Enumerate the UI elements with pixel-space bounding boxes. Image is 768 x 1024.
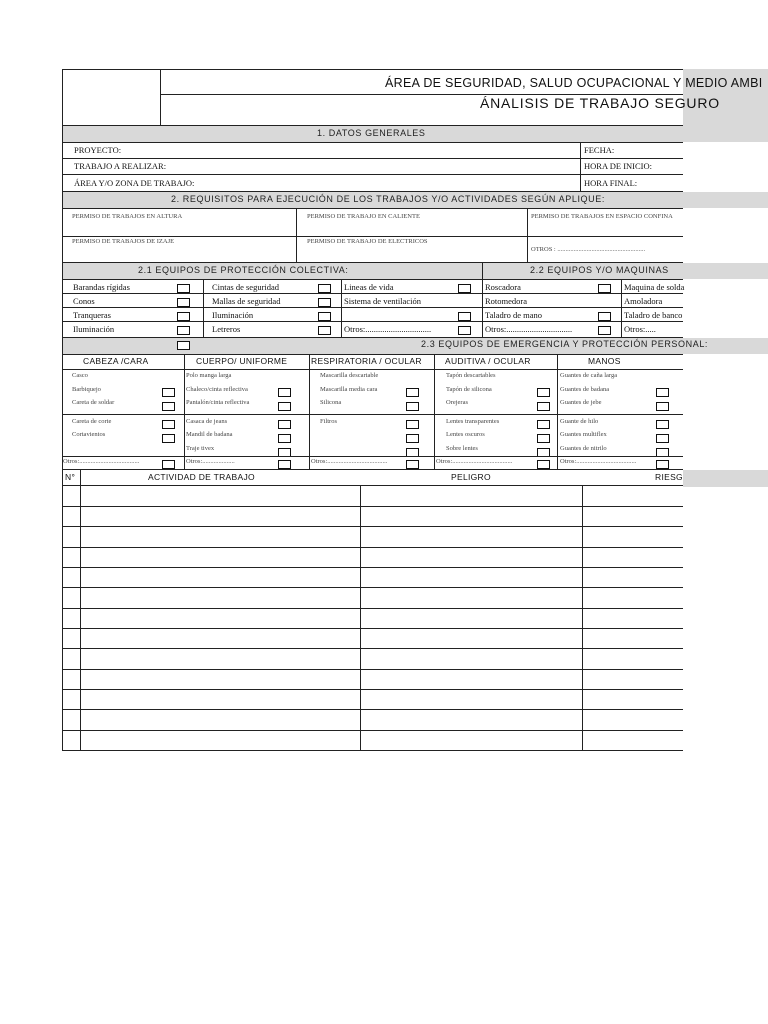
ppe-item: Traje tivex xyxy=(186,445,215,452)
ppe-otros: Otros:..................................... xyxy=(63,458,140,465)
checkbox[interactable] xyxy=(278,460,291,469)
checkbox[interactable] xyxy=(598,284,611,293)
ppe-item: Guantes multiflex xyxy=(560,431,607,438)
ppe-item: Barbiquejo xyxy=(72,386,101,393)
ppe-item: Pantalón/cinta reflectiva xyxy=(186,399,250,406)
section-band xyxy=(683,470,768,487)
ppe-item: Tapón de silicona xyxy=(446,386,492,393)
checkbox[interactable] xyxy=(177,298,190,307)
checkbox[interactable] xyxy=(537,388,550,397)
column-divider xyxy=(434,354,435,469)
column-header-actividad: ACTIVIDAD DE TRABAJO xyxy=(148,472,255,482)
document-title: ÁNALISIS DE TRABAJO SEGURO xyxy=(480,95,720,111)
ppe-item: Sobre lentes xyxy=(446,445,478,452)
table-row xyxy=(62,547,683,548)
checkbox[interactable] xyxy=(406,460,419,469)
ppe-item: Orejeras xyxy=(446,399,469,406)
permiso-altura: PERMISO DE TRABAJOS EN ALTURA xyxy=(72,213,183,220)
column-divider xyxy=(557,354,558,469)
ppe-otros: Otros:.................... xyxy=(186,458,235,465)
table-row xyxy=(62,669,683,670)
table-row xyxy=(62,709,683,710)
colectiva-item: Mallas de seguridad xyxy=(212,296,281,306)
ppe-item: Polo manga larga xyxy=(186,372,232,379)
column-divider xyxy=(621,279,622,337)
maquina-item: Amoladora xyxy=(624,296,663,306)
table-row xyxy=(62,587,683,588)
trabajo-label: TRABAJO A REALIZAR: xyxy=(74,161,167,171)
column-divider xyxy=(360,485,361,750)
ppe-item: Filtros xyxy=(320,418,337,425)
ppe-item: Mascarilla descartable xyxy=(320,372,379,379)
rule xyxy=(62,236,683,237)
maquina-item: Maquina de solda xyxy=(624,282,685,292)
checkbox[interactable] xyxy=(318,326,331,335)
column-divider xyxy=(80,469,81,750)
column-divider xyxy=(580,142,581,192)
ppe-item: Silicona xyxy=(320,399,342,406)
ppe-item: Lentes transparentes xyxy=(446,418,500,425)
rule xyxy=(62,208,683,209)
section-personal-title: 2.3 EQUIPOS DE EMERGENCIA Y PROTECCIÓN PERSONAL: xyxy=(421,339,709,349)
header-auditiva: AUDITIVA / OCULAR xyxy=(445,356,531,366)
rule xyxy=(62,469,683,470)
table-row xyxy=(62,526,683,527)
checkbox[interactable] xyxy=(318,284,331,293)
checkbox[interactable] xyxy=(656,388,669,397)
table-row xyxy=(62,628,683,629)
checkbox[interactable] xyxy=(177,284,190,293)
column-header-riesgo: RIESG xyxy=(655,472,683,482)
rule xyxy=(62,414,683,415)
permiso-izaje: PERMISO DE TRABAJOS DE IZAJE xyxy=(72,238,175,245)
column-header-peligro: PELIGRO xyxy=(451,472,491,482)
colectiva-item: Iluminación xyxy=(212,310,254,320)
checkbox[interactable] xyxy=(162,460,175,469)
section-colectiva-title: 2.1 EQUIPOS DE PROTECCIÓN COLECTIVA: xyxy=(138,265,349,275)
rule xyxy=(62,142,683,143)
table-row xyxy=(62,648,683,649)
column-header-n: N° xyxy=(65,472,76,482)
permiso-otros: OTROS : ...................................................... xyxy=(531,246,646,253)
hora-final-label: HORA FINAL: xyxy=(584,178,638,188)
ppe-otros: Otros:..................................... xyxy=(311,458,388,465)
header-cabeza: CABEZA /CARA xyxy=(83,356,149,366)
colectiva-item: Iluminación xyxy=(73,324,115,334)
hora-inicio-label: HORA DE INICIO: xyxy=(584,161,652,171)
checkbox[interactable] xyxy=(177,312,190,321)
ppe-item: Guantes de jebe xyxy=(560,399,602,406)
colectiva-item: Lineas de vida xyxy=(344,282,394,292)
section-requisitos-title: 2. REQUISITOS PARA EJECUCIÓN DE LOS TRABAJOS Y/O ACTIVIDADES SEGÚN APLIQUE: xyxy=(171,194,605,204)
column-divider xyxy=(184,354,185,469)
column-divider xyxy=(296,208,297,262)
ppe-item: Tapón descartables xyxy=(446,372,496,379)
rule xyxy=(62,485,683,486)
colectiva-item: Sistema de ventilación xyxy=(344,296,421,306)
ppe-item: Guante de hilo xyxy=(560,418,599,425)
ppe-otros: Otros:..................................... xyxy=(560,458,637,465)
checkbox[interactable] xyxy=(406,402,419,411)
rule xyxy=(62,321,683,322)
checkbox[interactable] xyxy=(318,312,331,321)
checkbox[interactable] xyxy=(537,420,550,429)
table-row xyxy=(62,689,683,690)
table-row xyxy=(62,750,683,751)
ppe-item: Guantes de caña larga xyxy=(560,372,618,379)
checkbox[interactable] xyxy=(458,326,471,335)
colectiva-item: Tranqueras xyxy=(73,310,111,320)
maquina-item: Taladro de mano xyxy=(485,310,542,320)
ppe-item: Careta de corte xyxy=(72,418,112,425)
ppe-otros: Otros:..................................... xyxy=(436,458,513,465)
checkbox[interactable] xyxy=(162,388,175,397)
section-maquinas-title: 2.2 EQUIPOS Y/O MAQUINAS xyxy=(530,265,669,275)
table-row xyxy=(62,608,683,609)
ppe-item: Lentes oscuros xyxy=(446,431,485,438)
checkbox[interactable] xyxy=(537,402,550,411)
rule xyxy=(62,69,683,70)
ppe-item: Chaleco/cinta reflectiva xyxy=(186,386,248,393)
rule xyxy=(62,174,683,175)
checkbox[interactable] xyxy=(458,312,471,321)
permiso-caliente: PERMISO DE TRABAJO EN CALIENTE xyxy=(307,213,420,220)
colectiva-item: Conos xyxy=(73,296,95,306)
ppe-item: Mandil de badana xyxy=(186,431,233,438)
maquina-item: Rotomedora xyxy=(485,296,528,306)
section-datos-generales-title: 1. DATOS GENERALES xyxy=(317,128,426,138)
column-divider xyxy=(309,354,310,469)
maquina-otros: Otros:..... xyxy=(624,324,656,334)
checkbox[interactable] xyxy=(406,434,419,443)
checkbox[interactable] xyxy=(598,312,611,321)
checkbox[interactable] xyxy=(278,420,291,429)
checkbox[interactable] xyxy=(656,460,669,469)
permiso-espacio-confinado: PERMISO DE TRABAJOS EN ESPACIO CONFINA xyxy=(531,213,673,220)
column-divider xyxy=(527,208,528,262)
ppe-item: Casco xyxy=(72,372,88,379)
checkbox[interactable] xyxy=(278,434,291,443)
colectiva-item: Cintas de seguridad xyxy=(212,282,280,292)
proyecto-label: PROYECTO: xyxy=(74,145,122,155)
checkbox[interactable] xyxy=(162,434,175,443)
ppe-item: Mascarilla media cara xyxy=(320,386,378,393)
rule xyxy=(62,354,683,355)
ppe-item: Guantes de nitrilo xyxy=(560,445,607,452)
checkbox[interactable] xyxy=(406,420,419,429)
maquina-otros: Otros:............................... xyxy=(485,324,573,334)
checkbox[interactable] xyxy=(177,341,190,350)
logo-box-border xyxy=(160,69,161,125)
table-row xyxy=(62,567,683,568)
table-row xyxy=(62,506,683,507)
checkbox[interactable] xyxy=(406,388,419,397)
ppe-item: Cortavientos xyxy=(72,431,106,438)
header-respiratoria: RESPIRATORIA / OCULAR xyxy=(311,356,422,366)
header-manos: MANOS xyxy=(588,356,621,366)
checkbox[interactable] xyxy=(656,434,669,443)
permiso-electricos: PERMISO DE TRABAJO DE ELECTRICOS xyxy=(307,238,428,245)
rule xyxy=(62,369,683,370)
column-divider xyxy=(203,279,204,337)
checkbox[interactable] xyxy=(162,420,175,429)
ppe-item: Casaca de jeans xyxy=(186,418,228,425)
checkbox[interactable] xyxy=(318,298,331,307)
column-divider xyxy=(482,279,483,337)
checkbox[interactable] xyxy=(278,402,291,411)
ppe-item: Guantes de badana xyxy=(560,386,610,393)
fecha-label: FECHA: xyxy=(584,145,615,155)
rule xyxy=(62,158,683,159)
org-area-title: ÁREA DE SEGURIDAD, SALUD OCUPACIONAL Y MEDIO AMBI xyxy=(385,76,763,90)
checkbox[interactable] xyxy=(656,402,669,411)
column-divider xyxy=(482,263,483,279)
checkbox[interactable] xyxy=(458,284,471,293)
rule xyxy=(62,307,683,308)
colectiva-item: Barandas rígidas xyxy=(73,282,130,292)
header-cuerpo: CUERPO/ UNIFORME xyxy=(196,356,288,366)
rule xyxy=(62,279,683,280)
checkbox[interactable] xyxy=(162,402,175,411)
rule xyxy=(62,456,683,457)
ppe-item: Careta de soldar xyxy=(72,399,115,406)
area-label: ÁREA Y/O ZONA DE TRABAJO: xyxy=(74,178,195,188)
maquina-item: Taladro de banco xyxy=(624,310,683,320)
checkbox[interactable] xyxy=(278,388,291,397)
checkbox[interactable] xyxy=(537,460,550,469)
checkbox[interactable] xyxy=(537,434,550,443)
maquina-item: Roscadora xyxy=(485,282,521,292)
checkbox[interactable] xyxy=(656,420,669,429)
table-row xyxy=(62,730,683,731)
checkbox[interactable] xyxy=(598,326,611,335)
rule xyxy=(62,293,683,294)
checkbox[interactable] xyxy=(177,326,190,335)
column-divider xyxy=(341,279,342,337)
column-divider xyxy=(582,485,583,750)
colectiva-otros: Otros:............................... xyxy=(344,324,432,334)
colectiva-item: Letreros xyxy=(212,324,241,334)
